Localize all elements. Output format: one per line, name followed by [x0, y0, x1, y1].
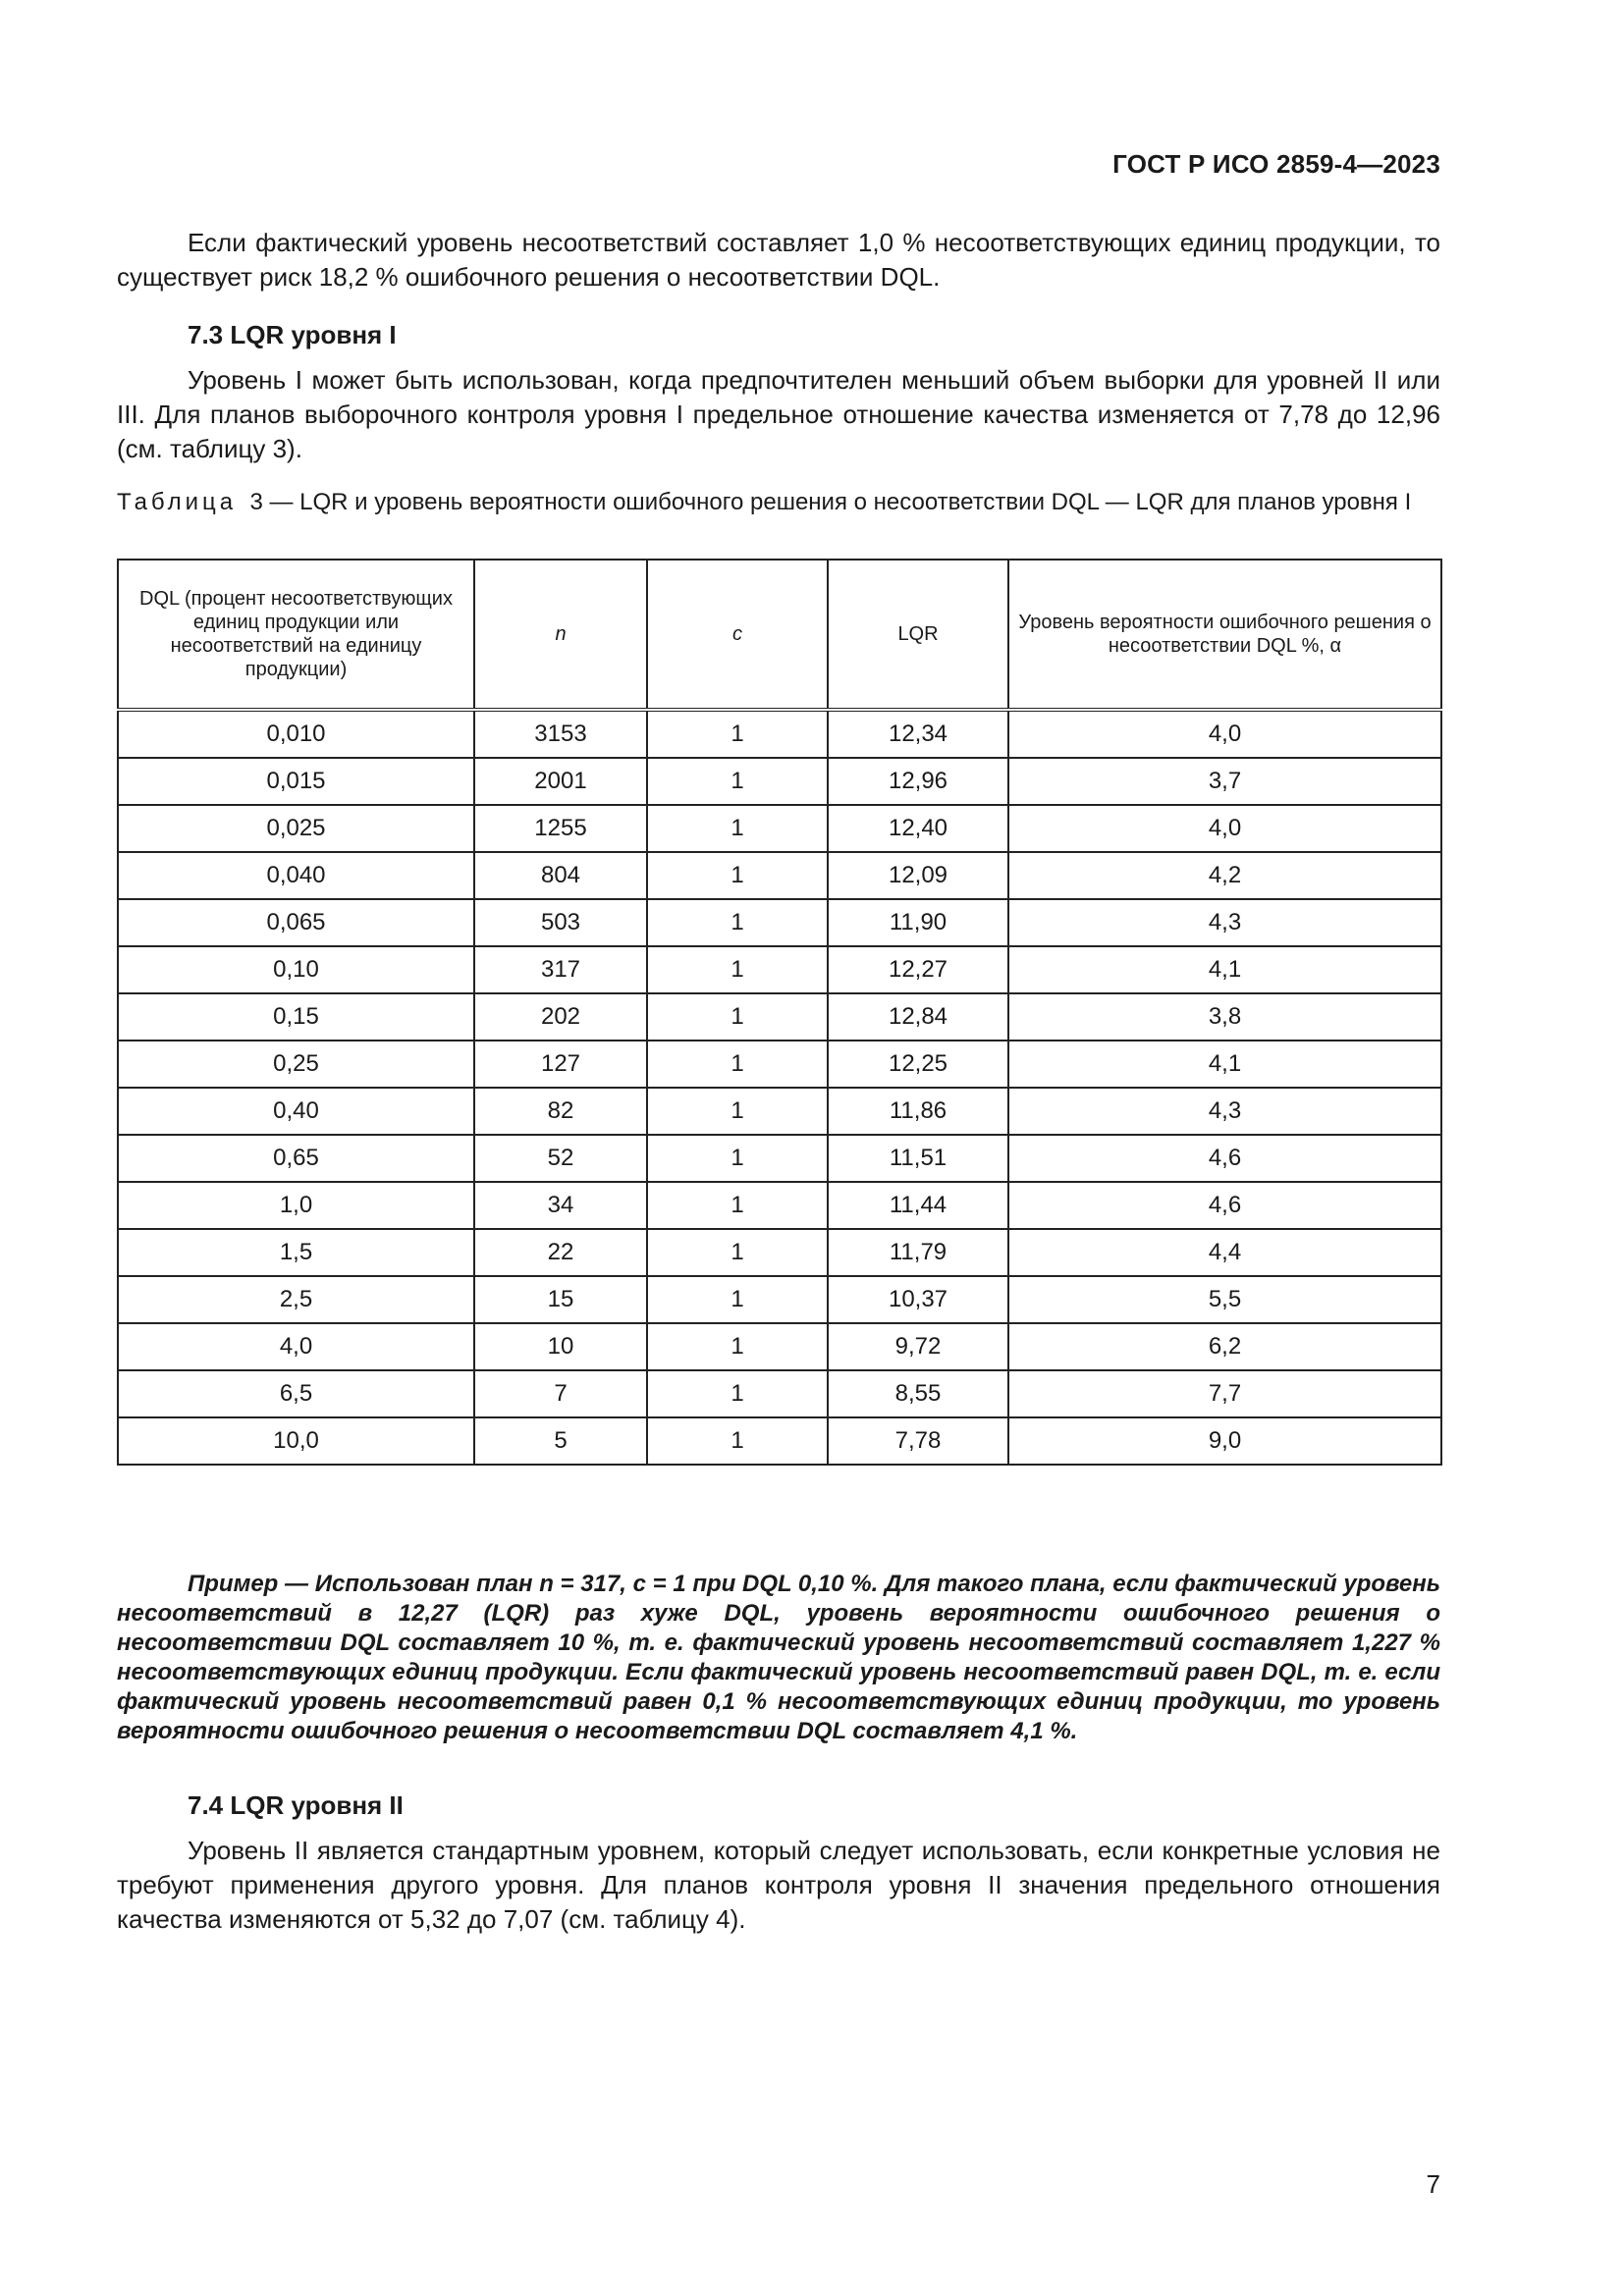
table-cell: 0,015	[118, 758, 474, 805]
table-cell: 503	[474, 899, 647, 946]
table-row	[118, 805, 1441, 852]
table-cell: 4,1	[1008, 1041, 1441, 1088]
table-cell: 1	[647, 899, 828, 946]
table-row	[118, 1417, 1441, 1465]
table-cell: 4,3	[1008, 899, 1441, 946]
table-cell: 82	[474, 1088, 647, 1135]
table-cell: 0,25	[118, 1041, 474, 1088]
table-cell: 12,25	[828, 1041, 1008, 1088]
table-cell: 0,40	[118, 1088, 474, 1135]
table-cell: 7	[474, 1370, 647, 1417]
table-cell: 1	[647, 946, 828, 993]
section-7-4-text: Уровень II является стандартным уровнем, который следует использовать, если конкретные условия не требуют применения другого уровня. Для планов контроля уровня II значения предельного отношения качества изменяются от 5,32 до 7,07 (см. таблицу 4).	[117, 1836, 1440, 1934]
section-7-4-heading: 7.4 LQR уровня II	[188, 1790, 404, 1820]
table-cell: 0,15	[118, 993, 474, 1041]
table-cell: 52	[474, 1135, 647, 1182]
table-cell: 1	[647, 993, 828, 1041]
table-cell: 2,5	[118, 1276, 474, 1323]
table-cell: 4,0	[118, 1323, 474, 1370]
table-row	[118, 1088, 1441, 1135]
table-cell: 0,025	[118, 805, 474, 852]
table-cell: 3,7	[1008, 758, 1441, 805]
table-cell: 12,09	[828, 852, 1008, 899]
table-cell: 9,0	[1008, 1417, 1441, 1465]
table-cell: 1255	[474, 805, 647, 852]
table-cell: 11,79	[828, 1229, 1008, 1276]
table-row	[118, 946, 1441, 993]
lqr-table	[117, 559, 1442, 1466]
table-row	[118, 1323, 1441, 1370]
table-cell: 317	[474, 946, 647, 993]
table-cell: 4,4	[1008, 1229, 1441, 1276]
table-cell: 202	[474, 993, 647, 1041]
table-row	[118, 1370, 1441, 1417]
table-cell: 1	[647, 1276, 828, 1323]
table-cell: 1	[647, 1229, 828, 1276]
table-cell: 0,065	[118, 899, 474, 946]
table-body	[118, 710, 1441, 1465]
header-n: n	[474, 560, 647, 710]
table-cell: 4,3	[1008, 1088, 1441, 1135]
table-row	[118, 852, 1441, 899]
table-row	[118, 710, 1441, 758]
table-cell: 1	[647, 1182, 828, 1229]
table-cell: 5,5	[1008, 1276, 1441, 1323]
table-cell: 1	[647, 1041, 828, 1088]
table-row	[118, 758, 1441, 805]
table-cell: 0,040	[118, 852, 474, 899]
table-row	[118, 1041, 1441, 1088]
table-cell: 0,010	[118, 710, 474, 758]
table-cell: 0,65	[118, 1135, 474, 1182]
header-dql: DQL (процент несоответствующих единиц продукции или несоответствий на единицу продукции)	[118, 560, 474, 710]
table-cell: 10,0	[118, 1417, 474, 1465]
table-row	[118, 1135, 1441, 1182]
section-7-3-text: Уровень I может быть использован, когда предпочтителен меньший объем выборки для уровней II или III. Для планов выборочного контроля уровня I предельное отношение качества изменяется от 7,78 до 12,96 (см. таблицу 3).	[117, 365, 1440, 463]
table-cell: 11,86	[828, 1088, 1008, 1135]
table-cell: 7,7	[1008, 1370, 1441, 1417]
table-caption	[117, 488, 1440, 517]
table-cell: 9,72	[828, 1323, 1008, 1370]
table-cell: 1	[647, 1370, 828, 1417]
table-cell: 1,5	[118, 1229, 474, 1276]
table-cell: 1	[647, 1323, 828, 1370]
table-caption-text: 3 — LQR и уровень вероятности ошибочного решения о несоответствии DQL — LQR для планов уровня I	[249, 489, 1412, 515]
table-cell: 11,44	[828, 1182, 1008, 1229]
table-cell: 12,34	[828, 710, 1008, 758]
table-cell: 1	[647, 710, 828, 758]
table-cell: 127	[474, 1041, 647, 1088]
table-cell: 3153	[474, 710, 647, 758]
table-cell: 11,90	[828, 899, 1008, 946]
table-row	[118, 899, 1441, 946]
table-cell: 12,40	[828, 805, 1008, 852]
table-cell: 1	[647, 805, 828, 852]
table-cell: 4,1	[1008, 946, 1441, 993]
table-cell: 3,8	[1008, 993, 1441, 1041]
table-cell: 1	[647, 1417, 828, 1465]
table-cell: 4,6	[1008, 1182, 1441, 1229]
table-cell: 34	[474, 1182, 647, 1229]
table-cell: 10,37	[828, 1276, 1008, 1323]
table-cell: 11,51	[828, 1135, 1008, 1182]
table-cell: 6,5	[118, 1370, 474, 1417]
header-alpha: Уровень вероятности ошибочного решения о несоответствии DQL %, α	[1008, 560, 1441, 710]
table-cell: 1	[647, 1135, 828, 1182]
table-row	[118, 1182, 1441, 1229]
table-cell: 1	[647, 852, 828, 899]
table-cell: 1,0	[118, 1182, 474, 1229]
table-cell: 804	[474, 852, 647, 899]
header-c: c	[647, 560, 828, 710]
table-row	[118, 1276, 1441, 1323]
table-cell: 0,10	[118, 946, 474, 993]
table-cell: 5	[474, 1417, 647, 1465]
table-cell: 4,6	[1008, 1135, 1441, 1182]
table-cell: 8,55	[828, 1370, 1008, 1417]
table-cell: 12,96	[828, 758, 1008, 805]
table-cell: 1	[647, 1088, 828, 1135]
table-row	[118, 1229, 1441, 1276]
example-note: Пример — Использован план n = 317, c = 1 при DQL 0,10 %. Для такого плана, если фактический уровень несоответствий в 12,27 (LQR) раз хуже DQL, уровень вероятности ошибочного решения о несоответствии DQL составляет 10 %, т. е. фактический уровень несоответствий составляет 1,227 % несоответствующих единиц продукции. Если фактический уровень несоответствий равен DQL, т. е. если фактический уровень несоответствий равен 0,1 % несоответствующих единиц продукции, то уровень вероятности ошибочного решения о несоответствии DQL составляет 4,1 %.	[117, 1571, 1440, 1744]
page-number: 7	[1426, 2169, 1440, 2199]
table-cell: 15	[474, 1276, 647, 1323]
header-lqr: LQR	[828, 560, 1008, 710]
table-cell: 4,0	[1008, 805, 1441, 852]
table-row	[118, 993, 1441, 1041]
table-cell: 10	[474, 1323, 647, 1370]
table-cell: 4,2	[1008, 852, 1441, 899]
table-cell: 22	[474, 1229, 647, 1276]
table-cell: 12,84	[828, 993, 1008, 1041]
paragraph-intro: Если фактический уровень несоответствий составляет 1,0 % несоответствующих единиц продукции, то существует риск 18,2 % ошибочного решения о несоответствии DQL.	[117, 228, 1440, 292]
section-7-3-heading: 7.3 LQR уровня I	[188, 320, 397, 349]
table-cell: 12,27	[828, 946, 1008, 993]
table-caption-label: Таблица	[117, 489, 238, 515]
table-cell: 4,0	[1008, 710, 1441, 758]
document-header: ГОСТ Р ИСО 2859-4—2023	[1112, 149, 1440, 179]
table-header-row	[118, 560, 1441, 710]
table-cell: 1	[647, 758, 828, 805]
table-cell: 7,78	[828, 1417, 1008, 1465]
table-cell: 2001	[474, 758, 647, 805]
table-cell: 6,2	[1008, 1323, 1441, 1370]
